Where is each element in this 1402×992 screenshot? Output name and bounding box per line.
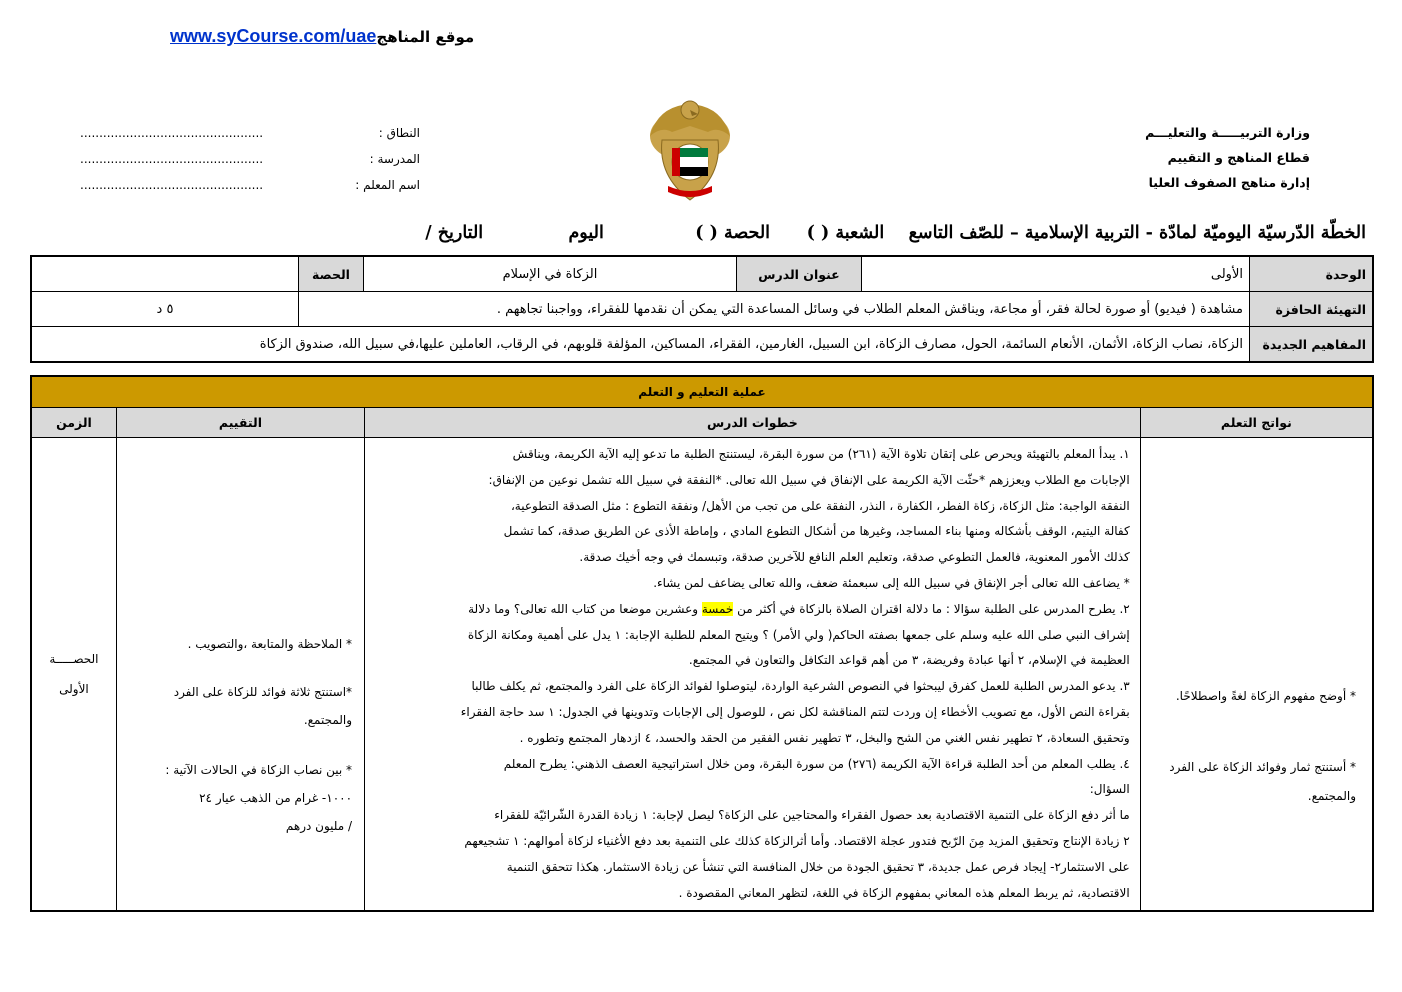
step-line: إشراف النبي صلى الله عليه وسلم على جمعها بصفته الحاكم( ولي الأمر) ؟ ويتيح المعلم للطلبة الإجابة: ١ يدل على أهمية ومكانة الزكاة (467, 627, 1130, 642)
outcome-item: * أستنتج ثمار وفوائد الزكاة على الفرد والمجتمع. (1169, 760, 1356, 803)
ministry-header (1145, 120, 1310, 195)
outcomes-header: نواتج التعلم (1140, 408, 1373, 438)
field-teacher-label: اسم المعلم : (355, 178, 420, 192)
warmup-value: مشاهدة ( فيديو) أو صورة لحالة فقر، أو مجاعة، ويناقش المعلم الطلاب في وسائل المساعدة التي يمكن أن نقدمها للفقراء، وواجبنا تجاههم . (299, 292, 1250, 327)
evaluation-item: * الملاحظة والمتابعة ،والتصويب . (187, 637, 353, 651)
step-line: * يضاعف الله تعالى أجر الإنفاق في سبيل الله إلى سبعمئة ضعف، والله تعالى يضاعف لمن يشاء. (653, 575, 1130, 590)
time-value: الحصـــــة الأولى (49, 652, 99, 697)
step-line: ٣. يدعو المدرس الطلبة للعمل كفرق ليبحثوا في النصوص الشرعية الواردة، ليتوصلوا لفوائد الزكاة على الفرد والمجتمع، ثم يكلف طالبا (471, 679, 1130, 694)
plan-title-main: الخطّة الدّرسيّة اليوميّة لمادّة - التربية الإسلامية – للصّف التاسع (908, 223, 1366, 243)
lesson-title-value: الزكاة في الإسلام (364, 256, 737, 292)
evaluation-item: ١٠٠٠- غرام من الذهب عيار ٢٤ (199, 791, 353, 805)
time-header: الزمن (31, 408, 116, 438)
lesson-info-table (30, 255, 1374, 363)
step-line: على الاستثمار٢- إيجاد فرص عمل جديدة، ٣ تحقيق الجودة من خلال المنافسة التي تنشأ عن زيادة الاستثمار. هكذا تتحقق التنمية (506, 859, 1130, 874)
evaluation-item: / مليون درهم (285, 819, 353, 833)
evaluation-header: التقييم (116, 408, 364, 438)
plan-title-day: اليوم (568, 223, 604, 243)
highlighted-word: خمسة (701, 601, 734, 616)
process-body-row (31, 438, 1373, 912)
evaluation-item: *استنتج ثلاثة فوائد للزكاة على الفرد والمجتمع. (173, 685, 353, 727)
process-band: عملية التعليم و التعلم (31, 376, 1373, 408)
warmup-label: التهيئة الحافزة (1250, 292, 1374, 327)
info-row-warmup (31, 292, 1373, 327)
step-line: الإجابات مع الطلاب ويعززهم *حثّت الآية الكريمة على الإنفاق في سبيل الله تعالى. *النفقة في سبيل الله تشمل نوعين من الإنفاق: (488, 472, 1130, 487)
step-line: ١. يبدأ المعلم بالتهيئة ويحرص على إتقان تلاوة الآية (٢٦١) من سورة البقرة، ليستنتج الطلبة ما تدعو إليه الآية الكريمة، ويناقش (512, 447, 1130, 461)
step-line: النفقة الواجبة: مثل الزكاة، زكاة الفطر، الكفارة ، النذر، النفقة على من تجب من الأهل/ ونفقة التطوع : مثل الصدقة التطوعية، (510, 498, 1130, 513)
step-line: العظيمة في الإسلام، ٢ أنها عبادة وفريضة، ٣ من أهم قواعد التكافل والتعاون في المجتمع. (688, 653, 1130, 668)
warmup-time: ٥ د (31, 292, 299, 327)
outcomes-cell (1140, 438, 1373, 912)
period-value (31, 256, 299, 292)
steps-header: خطوات الدرس (365, 408, 1141, 438)
field-region (80, 120, 420, 146)
ministry-line-2: قطاع المناهج و التقييم (1167, 150, 1310, 165)
field-school-input[interactable]: ................................................ (80, 152, 264, 166)
evaluation-item: * بين نصاب الزكاة في الحالات الآتية : (165, 763, 353, 777)
evaluation-cell (116, 438, 364, 912)
teaching-process-table (30, 375, 1374, 912)
plan-title-section: الشعبة ( ) (806, 223, 885, 243)
step-line: كفالة اليتيم، الوقف بأشكاله ومنها بناء المساجد، وغيرها من أشكال التطوع المادي ، وإماطة الأذى عن الطريق صدقة، كما تشمل (503, 524, 1130, 539)
site-label: موقع المناهج (376, 28, 475, 46)
uae-emblem-icon (648, 96, 732, 206)
time-cell (31, 438, 116, 912)
plan-title (425, 223, 1366, 243)
step-line: بقراءة النص الأول، مع تصويب الأخطاء إن وردت لتتم المناقشة لكل نص ، للوصول إلى الإجابات وتدوينها في الجدول: ١ سد حاجة الفقراء (460, 704, 1130, 719)
step-line: السؤال: (1089, 782, 1130, 797)
site-link[interactable] (170, 26, 474, 47)
plan-title-date: التاريخ / (425, 223, 484, 243)
step-line: ما أثر دفع الزكاة على التنمية الاقتصادية بعد حصول الفقراء والمحتاجين على الزكاة؟ ليصل لإجابة: ١ زيادة القدرة الشّرائيّة للفقراء (494, 808, 1130, 823)
info-row-unit (31, 256, 1373, 292)
field-region-label: النطاق : (378, 126, 420, 140)
steps-cell (365, 438, 1141, 912)
step-line-highlight: ٢. يطرح المدرس على الطلبة سؤالا : ما دلالة اقتران الصلاة بالزكاة في أكثر من خمسة وعشرين موضعا من كتاب الله تعالى؟ وما دلالة (468, 601, 1130, 616)
field-region-input[interactable]: ................................................ (80, 126, 264, 140)
field-teacher (80, 172, 420, 198)
concepts-label: المفاهيم الجديدة (1250, 327, 1374, 363)
site-url[interactable]: www.syCourse.com/uae (170, 26, 377, 46)
ministry-line-1: وزارة التربيـــــة والتعليـــم (1145, 125, 1310, 140)
step-line: الاقتصادية، ثم يربط المعلم هذه المعاني بمفهوم الزكاة في اللغة، لتظهر المعاني المقصودة . (678, 885, 1130, 900)
period-label: الحصة (299, 256, 364, 292)
step-line: وتحقيق السعادة، ٢ تطهير نفس الغني من الشح والبخل، ٣ تطهير نفس الفقير من الحقد والحسد، ٤ ازدهار المجتمع وتطوره . (519, 730, 1130, 745)
lesson-title-label: عنوان الدرس (737, 256, 862, 292)
step-line: ٤. يطلب المعلم من أحد الطلبة قراءة الآية الكريمة (٢٧٦) من سورة البقرة، ومن خلال استراتيجية العصف الذهني: يطرح المعلم (503, 756, 1130, 771)
info-row-concepts (31, 327, 1373, 363)
unit-label: الوحدة (1250, 256, 1374, 292)
ministry-line-3: إدارة مناهج الصفوف العليا (1148, 175, 1310, 190)
concepts-value: الزكاة، نصاب الزكاة، الأثمان، الأنعام السائمة، الحول، مصارف الزكاة، ابن السبيل، الغارمين، الفقراء، المساكين، المؤلفة قلوبهم، في الرقاب، العاملين عليها،في سبيل الله، صندوق الزكاة (31, 327, 1250, 363)
step-line: كذلك الأمور المعنوية، فالعمل التطوعي صدقة، وتعليم العلم النافع للآخرين صدقة، وتبسمك في وجه أخيك صدقة. (579, 550, 1130, 565)
field-school-label: المدرسة : (369, 152, 420, 166)
step-line: ٢ زيادة الإنتاج وتحقيق المزيد مِنَ الرّبح فتدور عجلة الاقتصاد. وأما أثرالزكاة كذلك على التنمية بعد دفع الأغنياء لزكاة أموالهم: ١ تشجيعهم (464, 833, 1130, 848)
outcome-item: * أوضح مفهوم الزكاة لغةً واصطلاحًا. (1175, 689, 1356, 703)
field-school (80, 146, 420, 172)
field-teacher-input[interactable]: ................................................ (80, 178, 264, 192)
plan-title-period: الحصة ( ) (695, 223, 771, 243)
process-header-row (31, 408, 1373, 438)
unit-value: الأولى (862, 256, 1250, 292)
school-fields (80, 120, 420, 198)
